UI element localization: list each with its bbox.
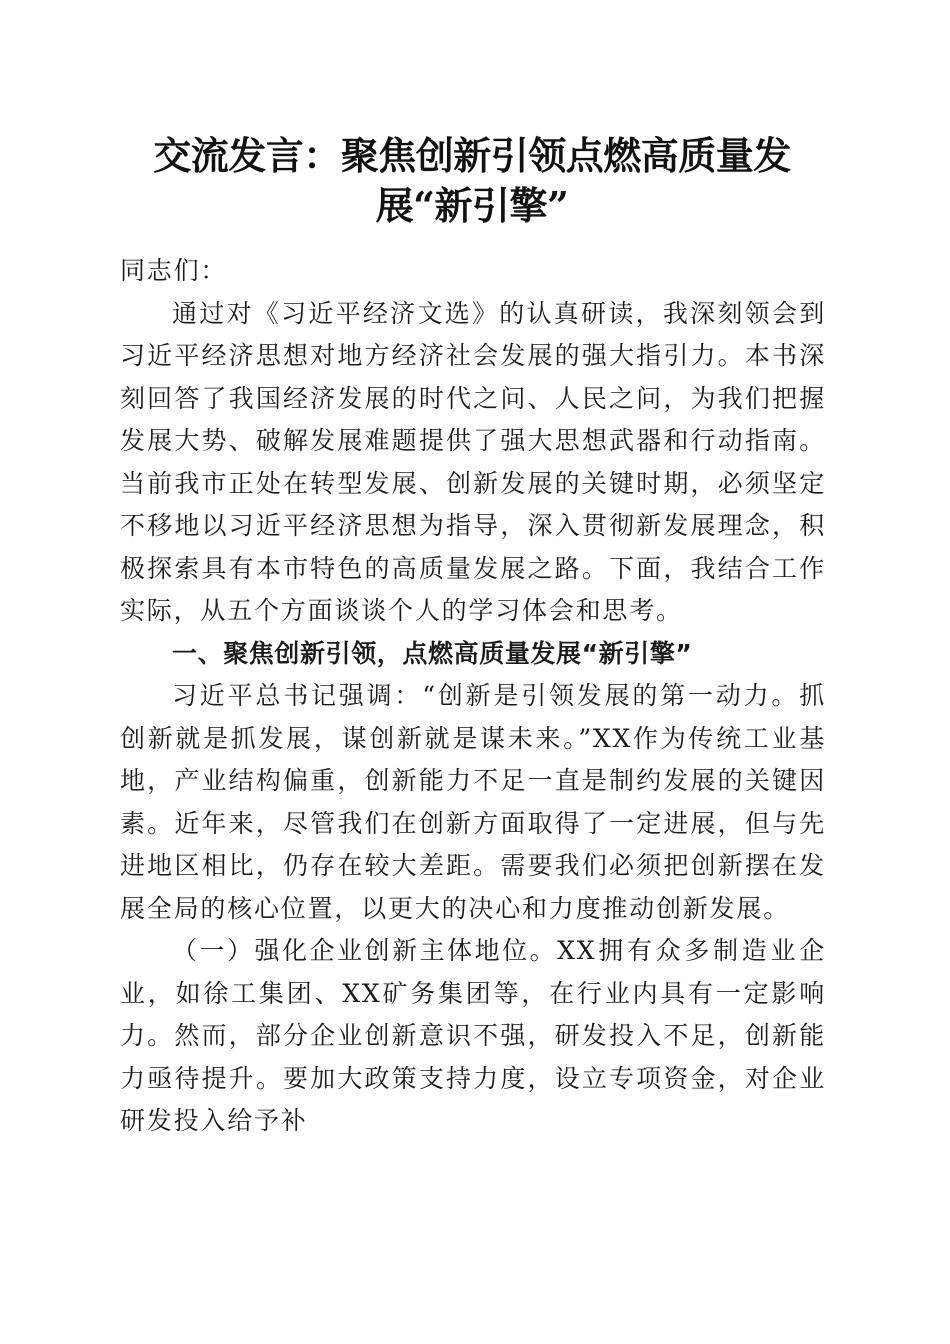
salutation: 同志们： xyxy=(120,256,228,285)
document-body xyxy=(120,250,826,1143)
document-title: 交流发言：聚焦创新引领点燃高质量发展“新引擎” xyxy=(153,133,791,228)
section-1-heading: 一、聚焦创新引领，点燃高质量发展“新引擎” xyxy=(172,638,693,668)
section-1-paragraph: 习近平总书记强调：“创新是引领发展的第一动力。抓创新就是抓发展，谋创新就是谋未来。”XX作为传统工业基地，产业结构偏重，创新能力不足一直是制约发展的关键因素。近年来，尽管我们在创新方面取得了一定进展，但与先进地区相比，仍存在较大差距。需要我们必须把创新摆在发展全局的核心位置，以更大的决心和力度推动创新发展。 xyxy=(120,681,826,923)
subsection-1-paragraph xyxy=(120,930,826,1143)
subsection-1-heading: （一）强化企业创新主体地位。 xyxy=(172,936,558,965)
intro-paragraph: 通过对《习近平经济文选》的认真研读，我深刻领会到习近平经济思想对地方经济社会发展的强大指引力。本书深刻回答了我国经济发展的时代之问、人民之问，为我们把握发展大势、破解发展难题提供了强大思想武器和行动指南。当前我市正处在转型发展、创新发展的关键时期，必须坚定不移地以习近平经济思想为指导，深入贯彻新发展理念，积极探索具有本市特色的高质量发展之路。下面，我结合工作实际，从五个方面谈谈个人的学习体会和思考。 xyxy=(120,298,826,625)
subsection-1-text: XX拥有众多制造业企业，如徐工集团、XX矿务集团等，在行业内具有一定影响力。然而，部分企业创新意识不强，研发投入不足，创新能力亟待提升。要加大政策支持力度，设立专项资金，对企业研发投入给予补 xyxy=(120,936,826,1135)
